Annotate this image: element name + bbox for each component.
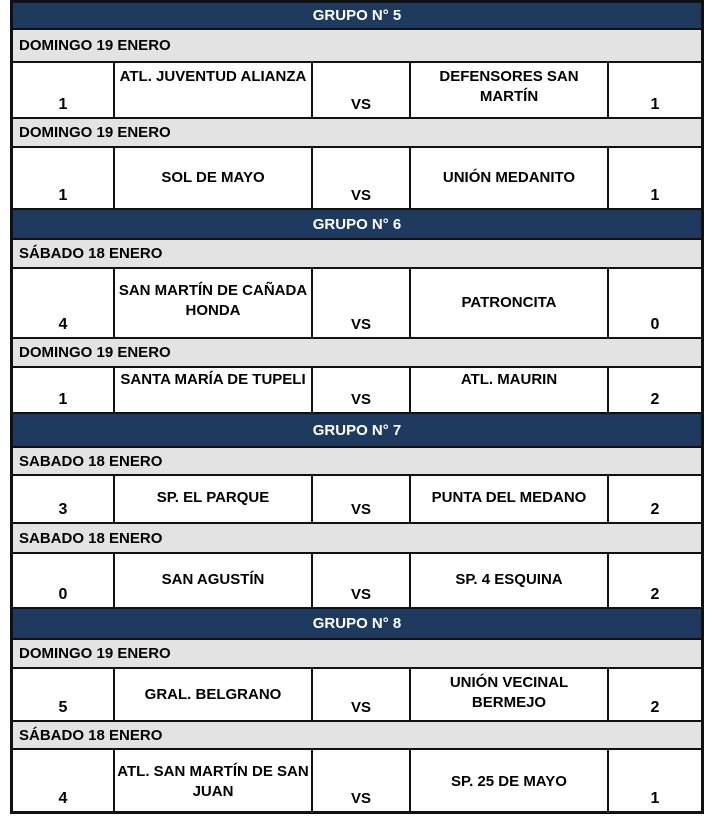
match-date: SÁBADO 18 ENERO (19, 726, 163, 744)
home-team: SANTA MARÍA DE TUPELI (115, 368, 313, 412)
away-score: 2 (650, 501, 660, 518)
group-header (10, 0, 704, 28)
match-row (10, 474, 704, 522)
home-team: GRAL. BELGRANO (115, 669, 313, 720)
home-team: SOL DE MAYO (115, 148, 313, 208)
vs-label: VS (313, 669, 411, 720)
group-title: GRUPO N° 8 (312, 615, 402, 632)
away-score: 2 (650, 586, 660, 603)
date-row (10, 337, 704, 366)
vs-label: VS (313, 63, 411, 117)
away-team: UNIÓN MEDANITO (411, 148, 609, 208)
away-score: 1 (650, 187, 660, 204)
vs-label: VS (313, 554, 411, 607)
away-team: ATL. MAURIN (411, 368, 609, 412)
home-score: 4 (13, 269, 115, 337)
vs-label: VS (313, 148, 411, 208)
away-team: PATRONCITA (411, 269, 609, 337)
group-title: GRUPO N° 5 (312, 7, 402, 24)
match-row (10, 146, 704, 208)
home-score: 3 (13, 476, 115, 522)
date-row (10, 117, 704, 146)
group-title: GRUPO N° 6 (312, 215, 402, 233)
date-row (10, 638, 704, 667)
match-row (10, 552, 704, 607)
vs-label: VS (313, 269, 411, 337)
date-row (10, 28, 704, 61)
match-row (10, 667, 704, 720)
date-row (10, 238, 704, 267)
match-date: DOMINGO 19 ENERO (19, 645, 171, 662)
match-date: SABADO 18 ENERO (19, 452, 163, 470)
home-team: SP. EL PARQUE (115, 476, 313, 522)
match-date: SABADO 18 ENERO (19, 529, 163, 547)
home-score: 4 (13, 750, 115, 811)
match-date: SÁBADO 18 ENERO (19, 245, 163, 262)
away-score: 0 (650, 316, 660, 333)
date-row (10, 522, 704, 552)
match-row (10, 366, 704, 412)
vs-label: VS (313, 368, 411, 412)
away-score: 2 (650, 391, 660, 408)
away-team: SP. 25 DE MAYO (411, 750, 609, 811)
away-team: UNIÓN VECINAL BERMEJO (411, 669, 609, 720)
match-row (10, 748, 704, 814)
group-header (10, 607, 704, 638)
group-header (10, 412, 704, 446)
date-row (10, 720, 704, 748)
home-score: 1 (13, 368, 115, 412)
away-team: SP. 4 ESQUINA (411, 554, 609, 607)
home-score: 1 (13, 63, 115, 117)
vs-label: VS (313, 476, 411, 522)
home-team: ATL. SAN MARTÍN DE SAN JUAN (115, 750, 313, 811)
home-score: 1 (13, 148, 115, 208)
match-date: DOMINGO 19 ENERO (19, 124, 171, 141)
match-date: DOMINGO 19 ENERO (19, 37, 171, 54)
vs-label: VS (313, 750, 411, 811)
group-title: GRUPO N° 7 (312, 421, 402, 439)
away-score: 2 (650, 699, 660, 716)
away-team: PUNTA DEL MEDANO (411, 476, 609, 522)
home-team: SAN MARTÍN DE CAÑADA HONDA (115, 269, 313, 337)
away-score: 1 (650, 790, 660, 807)
home-score: 0 (13, 554, 115, 607)
home-team: ATL. JUVENTUD ALIANZA (115, 63, 313, 117)
fixture-table (10, 0, 704, 814)
away-score: 1 (650, 96, 660, 113)
match-row (10, 267, 704, 337)
match-date: DOMINGO 19 ENERO (19, 344, 171, 361)
group-header (10, 208, 704, 238)
match-row (10, 61, 704, 117)
away-team: DEFENSORES SAN MARTÍN (411, 63, 609, 117)
home-team: SAN AGUSTÍN (115, 554, 313, 607)
date-row (10, 446, 704, 474)
home-score: 5 (13, 669, 115, 720)
